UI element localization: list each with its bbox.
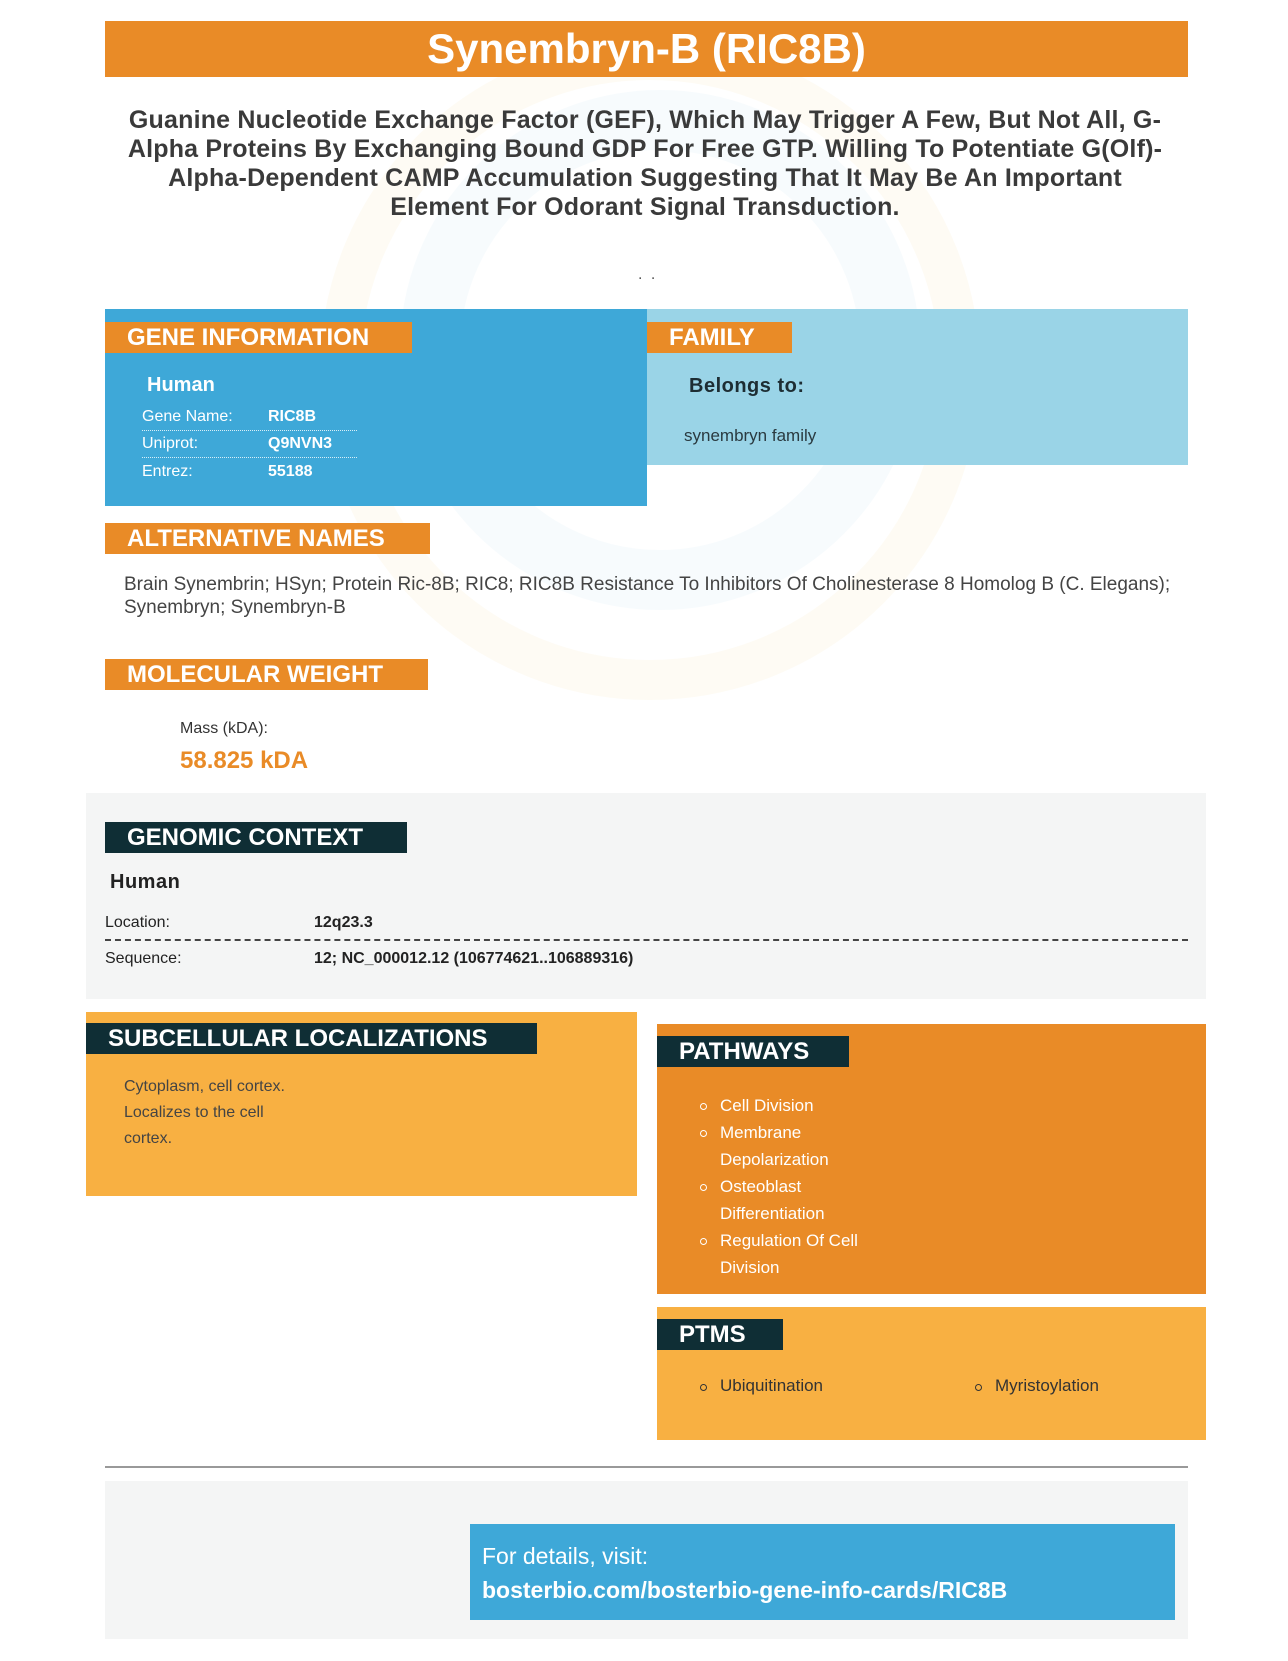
pathway-item: Membrane Depolarization [700, 1119, 900, 1173]
genomic-key: Sequence: [105, 949, 182, 967]
gene-info-value: Q9NVN3 [268, 435, 333, 452]
ptm-item: Myristoylation [975, 1376, 1099, 1396]
gene-species: Human [147, 374, 215, 396]
genomic-species: Human [110, 871, 181, 893]
genomic-row [105, 941, 1188, 976]
details-link-box[interactable] [470, 1524, 1175, 1620]
family-name: synembryn family [684, 426, 817, 445]
gene-info-key: Gene Name: [142, 408, 233, 425]
details-link[interactable]: bosterbio.com/bosterbio-gene-info-cards/RIC8B [482, 1577, 1008, 1603]
ptms-panel [657, 1307, 1206, 1440]
alternative-names-text: Brain Synembrin; HSyn; Protein Ric-8B; RIC8; RIC8B Resistance To Inhibitors Of Cholinesterase 8 Homolog B (C. Elegans); Synembryn; Synembryn-B [124, 574, 1171, 618]
gene-info-table [142, 404, 357, 485]
separator-dots: . . [638, 266, 658, 283]
gene-info-key: Entrez: [142, 462, 193, 480]
gene-information-heading: GENE INFORMATION [105, 322, 412, 353]
subcellular-localizations-text: Cytoplasm, cell cortex. Localizes to the cell cortex. [124, 1078, 285, 1147]
family-belongs-label: Belongs to: [689, 375, 805, 397]
genomic-context-table [105, 906, 1188, 976]
mass-value: 58.825 kDA [180, 747, 309, 774]
gene-info-value: 55188 [268, 462, 313, 480]
footer-divider [105, 1466, 1188, 1468]
pathways-list [700, 1092, 900, 1281]
gene-info-row [142, 404, 357, 431]
page-title: Synembryn-B (RIC8B) [105, 21, 1188, 77]
protein-description: Guanine Nucleotide Exchange Factor (GEF), Which May Trigger A Few, But Not All, G-Alpha Proteins By Exchanging Bound GDP For Free GTP. Willing To Potentiate G(Olf)-Alpha-Dependent CAMP Accumulation Suggesting That It May Be An Important Element For Odorant Signal Transduction. [127, 106, 1163, 221]
pathway-item: Cell Division [700, 1092, 900, 1119]
ptm-item: Ubiquitination [700, 1376, 823, 1396]
ptms-heading: PTMS [657, 1319, 783, 1350]
pathway-item: Osteoblast Differentiation [700, 1173, 900, 1227]
gene-info-row [142, 458, 357, 485]
mass-label: Mass (kDA): [180, 720, 268, 737]
genomic-row [105, 906, 1188, 941]
pathways-heading: PATHWAYS [657, 1036, 849, 1067]
alternative-names-heading: ALTERNATIVE NAMES [105, 523, 430, 554]
molecular-weight-heading: MOLECULAR WEIGHT [105, 659, 428, 690]
gene-info-value: RIC8B [268, 408, 317, 425]
pathway-item: Regulation Of Cell Division [700, 1227, 900, 1281]
gene-info-row [142, 431, 357, 458]
family-heading: FAMILY [647, 322, 792, 353]
genomic-context-heading: GENOMIC CONTEXT [105, 822, 407, 853]
details-prefix: For details, visit: [482, 1543, 649, 1569]
genomic-value: 12q23.3 [314, 913, 373, 931]
gene-info-key: Uniprot: [142, 435, 199, 452]
genomic-key: Location: [105, 913, 170, 931]
subcellular-localizations-heading: SUBCELLULAR LOCALIZATIONS [86, 1023, 537, 1054]
genomic-value: 12; NC_000012.12 (106774621..106889316) [314, 949, 634, 967]
